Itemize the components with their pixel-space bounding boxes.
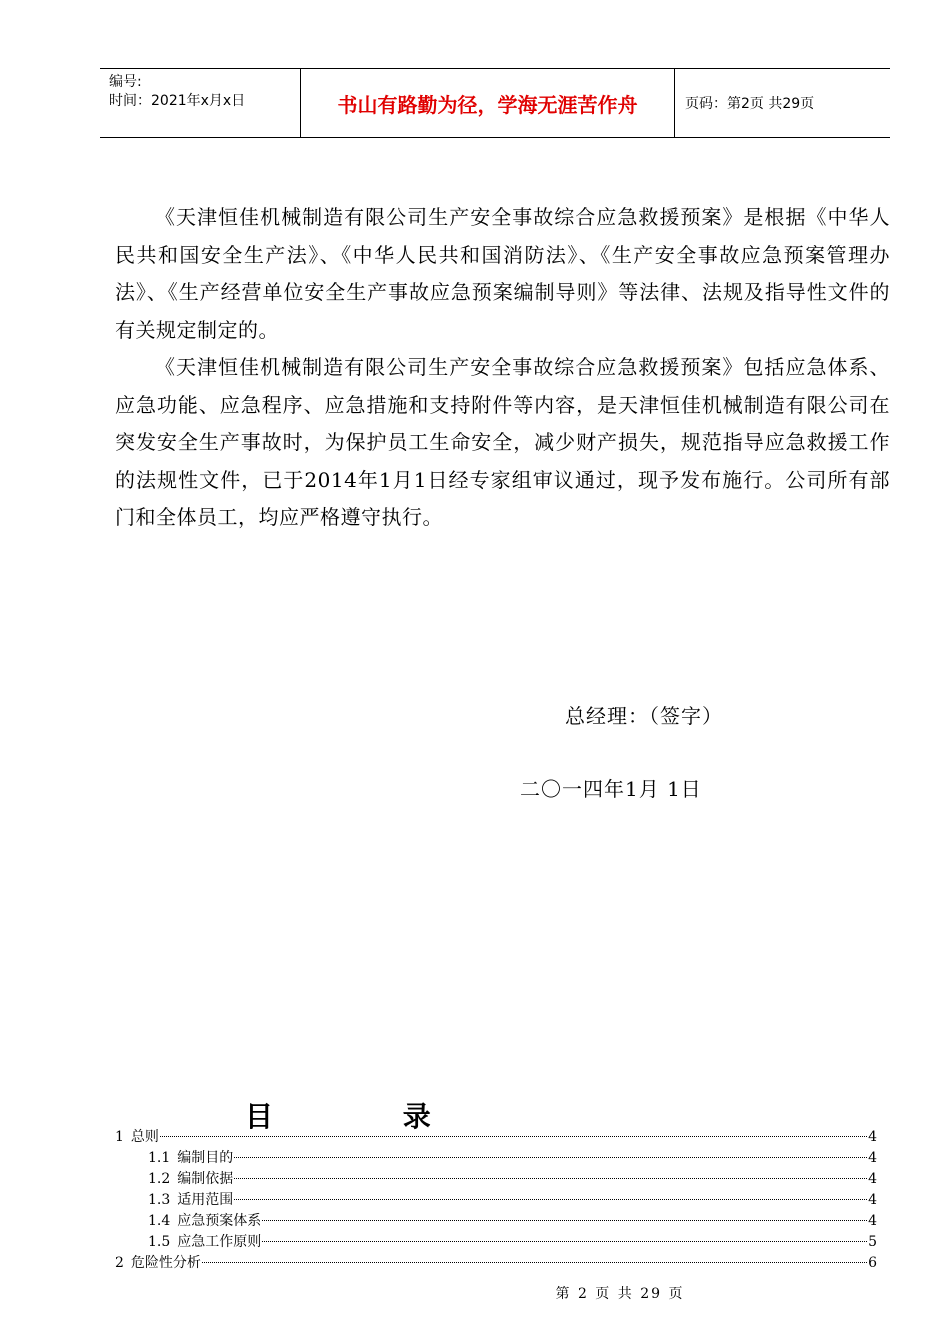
body-paragraph-2: 《天津恒佳机械制造有限公司生产安全事故综合应急救援预案》包括应急体系、应急功能、应急程序、应急措施和支持附件等内容，是天津恒佳机械制造有限公司在突发安全生产事故时，为保护员工生命安全，减少财产损失，规范指导应急救援工作的法规性文件，已于2014年1月1日经专家组审议通过，现予发布施行。公司所有部门和全体员工，均应严格遵守执行。 — [115, 355, 890, 529]
toc-entry-page: 4 — [868, 1171, 877, 1187]
toc-leader-dots — [234, 1178, 867, 1179]
toc-entry-page: 4 — [868, 1192, 877, 1208]
toc-leader-dots — [262, 1241, 867, 1242]
toc-leader-dots — [202, 1262, 867, 1263]
toc-entry-label: 适用范围 — [177, 1192, 234, 1208]
signature-line: 总经理：（签字） — [565, 704, 723, 728]
toc-entry[interactable] — [115, 1127, 877, 1148]
toc-entry[interactable] — [115, 1253, 877, 1274]
toc-entry-page: 5 — [868, 1234, 877, 1250]
toc-entry-page: 4 — [868, 1129, 877, 1145]
toc-entry[interactable] — [115, 1232, 877, 1253]
toc-entry-number: 2 — [115, 1255, 124, 1271]
toc-entry-number: 1.2 — [148, 1171, 171, 1187]
toc-entry-label: 编制依据 — [177, 1171, 234, 1187]
toc-entry-number: 1.3 — [148, 1192, 171, 1208]
toc-entry-number: 1.1 — [148, 1150, 171, 1166]
toc-title: 目 录 — [245, 1100, 491, 1133]
toc-entry-label: 应急预案体系 — [177, 1213, 262, 1229]
header-motto: 书山有路勤为径，学海无涯苦作舟 — [301, 69, 675, 137]
toc-entry[interactable] — [115, 1190, 877, 1211]
toc-entry-label: 危险性分析 — [130, 1255, 201, 1271]
toc-leader-dots — [262, 1220, 867, 1221]
header-page-info: 页码：第2页 共29页 — [685, 96, 815, 112]
toc-entry[interactable] — [115, 1169, 877, 1190]
table-of-contents — [115, 1127, 877, 1274]
toc-leader-dots — [234, 1157, 867, 1158]
page-footer: 第 2 页 共 29 页 — [555, 1286, 685, 1302]
toc-entry-page: 4 — [868, 1150, 877, 1166]
header-time-label: 时间：2021年x月x日 — [109, 93, 246, 109]
toc-entry-number: 1 — [115, 1129, 124, 1145]
toc-entry[interactable] — [115, 1211, 877, 1232]
page-header — [100, 68, 890, 138]
header-number-label: 编号: — [109, 74, 142, 90]
toc-entry-label: 总则 — [130, 1129, 159, 1145]
toc-entry-page: 6 — [868, 1255, 877, 1271]
toc-leader-dots — [160, 1136, 867, 1137]
toc-entry-number: 1.4 — [148, 1213, 171, 1229]
issue-date: 二〇一四年1月 1日 — [520, 777, 702, 801]
header-meta — [100, 69, 301, 137]
toc-entry-label: 编制目的 — [177, 1150, 234, 1166]
toc-entry-page: 4 — [868, 1213, 877, 1229]
toc-entry[interactable] — [115, 1148, 877, 1169]
toc-entry-number: 1.5 — [148, 1234, 171, 1250]
toc-leader-dots — [234, 1199, 867, 1200]
body-paragraph-1: 《天津恒佳机械制造有限公司生产安全事故综合应急救援预案》是根据《中华人民共和国安全生产法》、《中华人民共和国消防法》、《生产安全事故应急预案管理办法》、《生产经营单位安全生产事故应急预案编制导则》等法律、法规及指导性文件的有关规定制定的。 — [115, 205, 890, 342]
toc-entry-label: 应急工作原则 — [177, 1234, 262, 1250]
